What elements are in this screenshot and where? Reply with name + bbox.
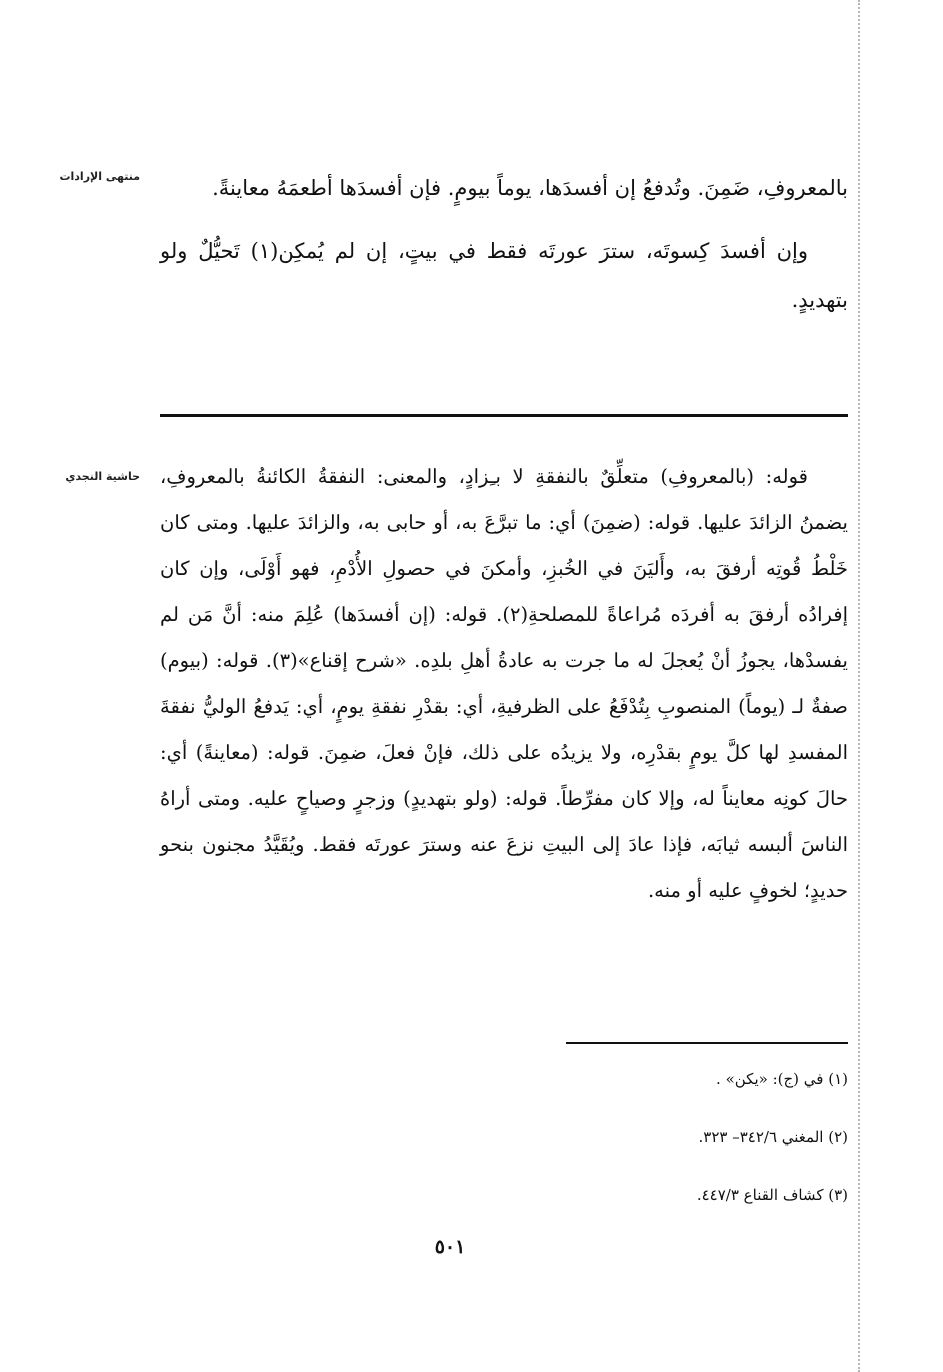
main-text-paragraph-1: بالمعروفِ، ضَمِنَ. وتُدفعُ إن أفسدَها، يوماً بيومٍ. فإن أفسدَها أطعمَهُ معاينةً. [212,176,848,200]
main-text-paragraph-2: وإن أفسدَ كِسوتَه، سترَ عورتَه فقط في بيتٍ، إن لم يُمكِن(١) تَحيُّلٌ ولو بتهديدٍ. [160,239,848,312]
footnote-1: (١) في (ج): «يكن» . [716,1070,848,1088]
footnote-3: (٣) كشاف القناع ٤٤٧/٣. [696,1186,848,1204]
page-edge-dots [858,0,860,1372]
margin-label-hashia: حاشية النجدي [65,470,140,483]
footnotes [160,1064,848,1238]
commentary-paragraph: قوله: (بالمعروفِ) متعلِّقٌ بالنفقةِ لا بـِزادٍ، والمعنى: النفقةُ الكائنةُ بالمعروفِ، يضمنُ الزائدَ عليها. قوله: (ضمِنَ) أي: ما تبرَّعَ به، أو حابى به، والزائدَ عليها. ومتى كان خَلْطُ قُوتِه أرفقَ به، وأَليَنَ في الخُبزِ، وأمكنَ في حصولِ الأُدْمِ، فهو أَوْلَى، وإن كان إفرادُه أرفقَ به أفردَه مُراعاةً للمصلحةِ(٢). قوله: (إن أفسدَها) عُلِمَ منه: أنَّ مَن لم يفسدْها، يجوزُ أنْ يُعجلَ له ما جرت به عادةُ أهلِ بلدِه. «شرح إقناع»(٣). قوله: (بيوم) صفةٌ لـ (يوماً) المنصوبِ بِتُدْفَعُ على الظرفيةِ، أي: بقدْرِ نفقةِ يومٍ، أي: يَدفعُ الوليُّ نفقةَ المفسدِ لها كلَّ يومٍ بقدْرِه، ولا يزيدُه على ذلك، فإنْ فعلَ، ضمِنَ. قوله: (معاينةً) أي: حالَ كونِه معايناً له، وإلا كان مفرِّطاً. قوله: (ولو بتهديدٍ) وزجرٍ وصياحٍ عليه. ومتى أراهُ الناسَ ألبسه ثيابَه، فإذا عادَ إلى البيتِ نزعَ عنه وسترَ عورتَه فقط. ويُقَيَّدُ مجنون بنحو حديدٍ؛ لخوفٍ عليه أو منه. [160,465,849,902]
main-text [160,164,848,325]
commentary-text [160,454,848,914]
footnote-2: (٢) المغني ٣٤٢/٦– ٣٢٣. [698,1128,848,1146]
section-divider [160,414,848,417]
page-number: ٥٠١ [434,1236,466,1258]
margin-label-muntaha: منتهى الإرادات [59,170,140,183]
footnote-divider [566,1042,848,1044]
